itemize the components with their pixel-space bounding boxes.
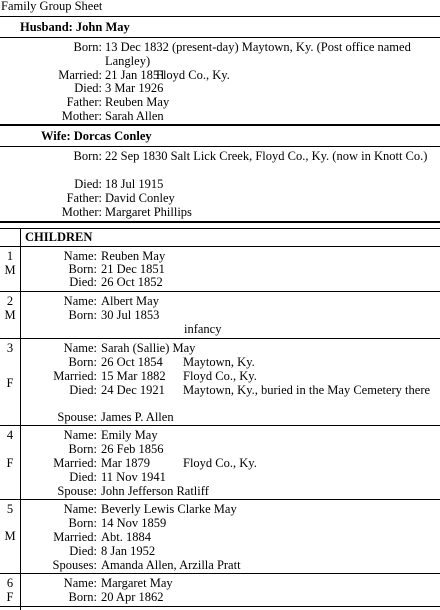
husband-died-label: Died: — [74, 81, 102, 95]
child-number: 6 — [6, 576, 14, 590]
wife-mother-label: Mother: — [61, 205, 102, 219]
child-name: Margaret May — [101, 576, 173, 590]
married-label: Married: — [53, 456, 97, 470]
child-name: Sarah (Sallie) May — [101, 341, 196, 355]
child-sex: F — [6, 590, 14, 604]
divider — [0, 16, 440, 17]
child-married-place: Floyd Co., Ky. — [183, 456, 257, 470]
divider — [0, 246, 440, 247]
spouse-label: Spouse: — [57, 410, 97, 424]
child-sex: M — [4, 529, 16, 543]
died-label: Died: — [69, 544, 97, 558]
wife-born-label: Born: — [73, 149, 102, 163]
child-spouses: Amanda Allen, Arzilla Pratt — [101, 558, 241, 572]
spouses-label: Spouses: — [52, 558, 97, 572]
divider — [0, 37, 440, 38]
wife-father-value: David Conley — [105, 191, 175, 205]
child-born: 20 Apr 1862 — [101, 590, 164, 604]
child-married: Abt. 1884 — [101, 530, 151, 544]
child-number: 5 — [6, 502, 14, 516]
born-label: Born: — [68, 516, 97, 530]
divider — [0, 573, 440, 574]
child-spouse: John Jefferson Ratliff — [101, 484, 209, 498]
born-label: Born: — [68, 262, 97, 276]
born-label: Born: — [68, 442, 97, 456]
child-note: infancy — [184, 322, 222, 336]
child-name: Albert May — [101, 294, 159, 308]
child-number: 3 — [6, 341, 14, 355]
child-married-place: Floyd Co., Ky. — [183, 369, 257, 383]
divider — [0, 499, 440, 500]
divider — [0, 146, 440, 147]
child-died: 8 Jan 1952 — [101, 544, 156, 558]
died-label: Died: — [69, 275, 97, 289]
spouse-label: Spouse: — [57, 484, 97, 498]
child-sex: F — [6, 376, 14, 390]
wife-died-label: Died: — [74, 177, 102, 191]
child-born: 26 Feb 1856 — [101, 442, 164, 456]
child-died: 26 Oct 1852 — [101, 275, 163, 289]
divider — [0, 606, 440, 607]
child-died: 11 Nov 1941 — [101, 470, 166, 484]
died-label: Died: — [69, 383, 97, 397]
child-born-date: 26 Oct 1854 — [101, 355, 163, 369]
born-label: Born: — [68, 590, 97, 604]
divider — [0, 338, 440, 339]
children-heading: CHILDREN — [25, 230, 93, 244]
child-born-place: Maytown, Ky. — [183, 355, 255, 369]
name-label: Name: — [63, 502, 97, 516]
husband-married-label: Married: — [58, 68, 102, 82]
child-married-date: Mar 1879 — [101, 456, 150, 470]
child-number: 1 — [6, 249, 14, 263]
child-name: Beverly Lewis Clarke May — [101, 502, 237, 516]
name-label: Name: — [63, 341, 97, 355]
wife-born-value: 22 Sep 1830 Salt Lick Creek, Floyd Co., Ky. (now in Knott Co.) — [105, 149, 428, 163]
husband-born-value: 13 Dec 1832 (present-day) Maytown, Ky. (Post office named Langley) — [105, 40, 411, 68]
name-label: Name: — [63, 249, 97, 263]
married-label: Married: — [53, 369, 97, 383]
wife-mother-value: Margaret Phillips — [105, 205, 192, 219]
husband-born-label: Born: — [73, 40, 102, 54]
child-sex: F — [6, 456, 14, 470]
name-label: Name: — [63, 428, 97, 442]
child-name: Emily May — [101, 428, 158, 442]
divider — [0, 221, 440, 223]
married-label: Married: — [53, 530, 97, 544]
child-died-place: Maytown, Ky., buried in the May Cemetery there — [183, 383, 431, 397]
husband-heading: Husband: John May — [20, 20, 130, 34]
husband-father-label: Father: — [66, 95, 102, 109]
child-born: 21 Dec 1851 — [101, 262, 165, 276]
died-label: Died: — [69, 470, 97, 484]
divider — [0, 124, 440, 126]
child-married-date: 15 Mar 1882 — [101, 369, 166, 383]
born-label: Born: — [68, 355, 97, 369]
divider — [0, 425, 440, 426]
name-label: Name: — [63, 576, 97, 590]
child-sex: M — [4, 263, 16, 277]
child-number: 4 — [6, 428, 14, 442]
husband-died-value: 3 Mar 1926 — [105, 81, 164, 95]
divider — [0, 291, 440, 292]
column-divider — [20, 228, 21, 610]
wife-heading: Wife: Dorcas Conley — [41, 129, 152, 143]
child-born: 30 Jul 1853 — [101, 308, 160, 322]
husband-married-date: 21 Jan 1851 — [105, 68, 166, 82]
child-number: 2 — [6, 294, 14, 308]
child-name: Reuben May — [101, 249, 166, 263]
husband-mother-value: Sarah Allen — [105, 109, 164, 123]
page-title: Family Group Sheet — [1, 0, 103, 13]
child-died-date: 24 Dec 1921 — [101, 383, 165, 397]
child-born: 14 Nov 1859 — [101, 516, 167, 530]
child-sex: M — [4, 308, 16, 322]
born-label: Born: — [68, 308, 97, 322]
husband-father-value: Reuben May — [105, 95, 170, 109]
name-label: Name: — [63, 294, 97, 308]
wife-died-value: 18 Jul 1915 — [105, 177, 164, 191]
husband-mother-label: Mother: — [61, 109, 102, 123]
wife-father-label: Father: — [66, 191, 102, 205]
husband-married-place: Floyd Co., Ky. — [156, 68, 230, 82]
child-spouse: James P. Allen — [101, 410, 174, 424]
divider — [0, 228, 440, 229]
